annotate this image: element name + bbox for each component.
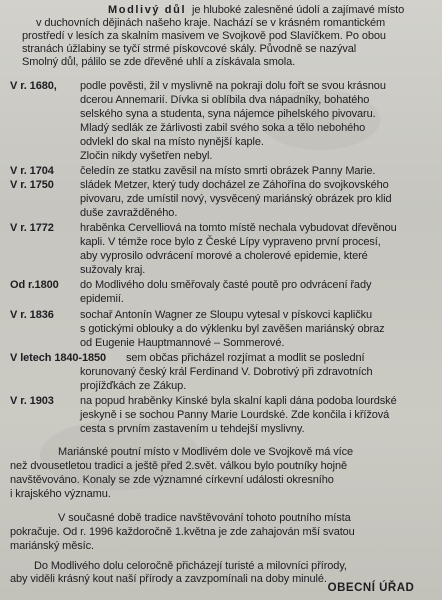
entry-year: Od r.1800 [10, 279, 59, 291]
paragraph-line: Do Modlivého dolu celoročně přicházejí turisté a milovníci přírody, [34, 560, 347, 572]
entry-line: do Modlivého dolu směřovaly časté poutě pro odvrácení řady [80, 279, 372, 291]
sign-title: Modlivý důl [108, 4, 187, 16]
entry-line: na popud hraběnky Kinské byla skalní kapli dána podoba lourdské [80, 395, 397, 407]
entry-line: Zločin nikdy vyšetřen nebyl. [80, 150, 213, 162]
entry-year: V r. 1772 [10, 222, 54, 234]
entry-year: V r. 1680, [10, 80, 57, 92]
intro-line: v duchovních dějinách našeho kraje. Nachází se v krásném romantickém [36, 17, 386, 29]
entry-line: podle pověsti, žil v myslivně na pokraji dolu fořt se svou krásnou [80, 80, 386, 92]
entry-line: korunovaný český král Ferdinand V. Dobrotivý při zdravotních [80, 366, 373, 378]
paragraph-line: navštěvováno. Konaly se zde významné církevní události okresního [10, 474, 334, 486]
intro-line: je hluboké zalesněné údolí a zajímavé místo [192, 4, 405, 16]
paragraph-line: aby viděli krásný kout naší přírody a zavzpomínali na doby minulé. [10, 573, 327, 585]
entry-line: čeledín ze statku zavěsil na místo smrti obrázek Panny Marie. [80, 165, 376, 177]
entry-year: V r. 1704 [10, 165, 54, 177]
entry-line: sužovaly kraj. [80, 264, 146, 276]
paragraph-line: mariánský měsíc. [10, 540, 94, 552]
intro-line: prostředí v lesích za skalním masivem ve Svojkově pod Slavíčkem. Po obou [22, 30, 386, 42]
entry-line: hraběnka Cervelliová na tomto místě nechala vybudovat dřevěnou [80, 222, 397, 234]
paragraph-line: pokračuje. Od r. 1996 každoročně 1.května je zde zahajován mší svatou [10, 526, 355, 538]
entry-line: sem občas přicházel rozjímat a modlit se poslední [126, 352, 365, 364]
paragraph-line: i krajského významu. [10, 488, 111, 500]
entry-line: s gotickými oblouky a do výklenku byl zavěšen mariánský obraz [80, 323, 385, 335]
intro-line: Smolný důl, pálilo se zde dřevěné uhlí a získávala smola. [22, 56, 296, 68]
entry-line: od Eugenie Hauptmannové – Sommerové. [80, 337, 285, 349]
entry-line: pivovaru, zde umístil nový, vysvěcený mariánský obrázek pro klid [80, 193, 392, 205]
paragraph-line: V současné době tradice navštěvování tohoto poutního místa [58, 512, 351, 524]
entry-line: sochař Antonín Wagner ze Sloupu vytesal v pískovci kapličku [80, 309, 373, 321]
entry-line: dcerou Annemarií. Dívka si oblíbila dva nápadníky, bohatého [80, 94, 370, 106]
entry-line: Mladý sedlák ze žárlivosti zabil svého soka a tělo nebohého [80, 122, 366, 134]
entry-line: odvlekl do skal na místo nynější kaple. [80, 136, 264, 148]
paragraph-line: než dvousetletou tradici a ještě před 2.svět. válkou bylo poutníky hojně [10, 460, 348, 472]
intro-line: stranách úžlabiny se tyčí strmé pískovcové skály. Původně se nazýval [22, 43, 357, 55]
entry-line: sládek Metzer, který tudy docházel ze Záhořína do svojkovského [80, 179, 389, 191]
signature-office: OBECNÍ ÚŘAD [327, 582, 415, 594]
entry-line: aby vyprosilo odvrácení morové a cholerové epidemie, které [80, 250, 368, 262]
entry-year: V r. 1836 [10, 309, 54, 321]
entry-line: projížďkách ze Zákup. [80, 380, 187, 392]
entry-line: duše zavražděného. [80, 207, 178, 219]
entry-line: cesta s prvním zastavením u tehdejší myslivny. [80, 423, 305, 435]
entry-year: V letech 1840-1850 [10, 352, 107, 364]
entry-year: V r. 1903 [10, 395, 54, 407]
entry-line: selského syna a studenta, syna nájemce pihelského pivovaru. [80, 108, 376, 120]
entry-line: epidemií. [80, 293, 124, 305]
paragraph-line: Mariánské poutní místo v Modlivém dole ve Svojkově má více [58, 446, 353, 458]
entry-year: V r. 1750 [10, 179, 54, 191]
entry-line: kapli. V témže roce bylo z České Lípy vypraveno první procesí, [80, 236, 381, 248]
entry-line: jeskyně i se sochou Panny Marie Lourdské. Zde končila i křížová [80, 409, 390, 421]
